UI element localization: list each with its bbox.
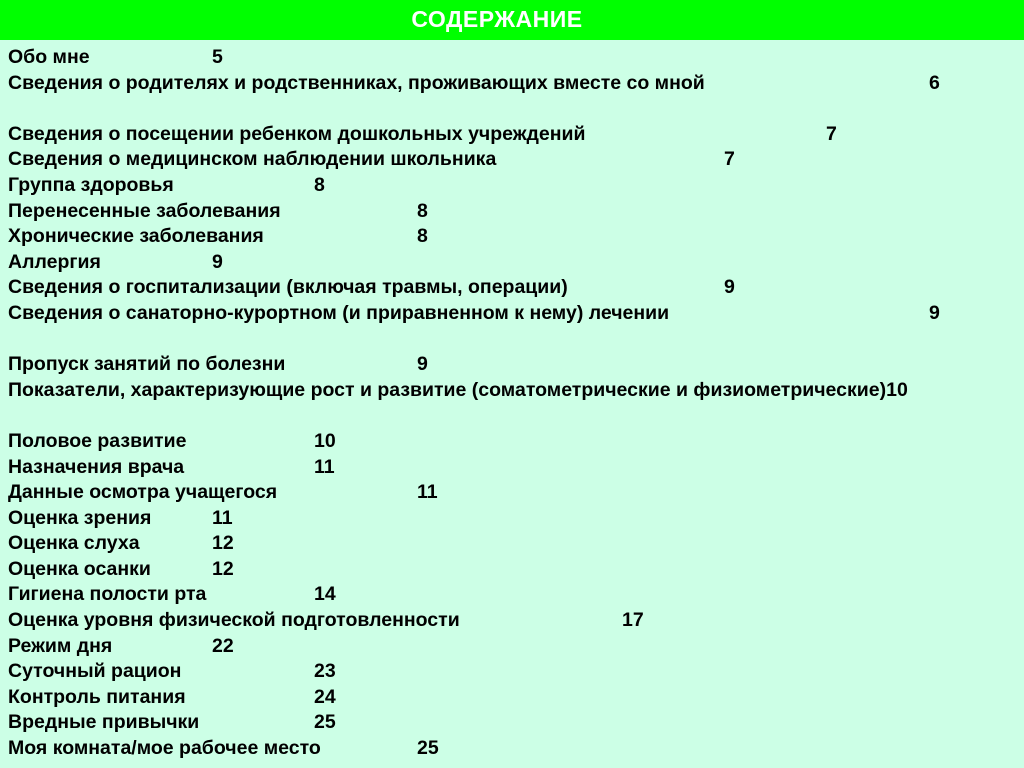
toc-entry-label: Моя комната/мое рабочее место [8, 737, 321, 760]
toc-entry-my-room [8, 736, 1018, 762]
toc-entry-label: Оценка осанки [8, 557, 151, 580]
toc-entry-label: Данные осмотра учащегося [8, 481, 278, 504]
toc-entry-posture [8, 557, 1018, 583]
toc-entry-page: 8 [417, 225, 428, 248]
toc-entry-page: 7 [826, 122, 837, 145]
toc-spacer [8, 327, 1018, 353]
toc-entry-label: Перенесенные заболевания [8, 199, 281, 222]
table-of-contents [8, 45, 1018, 762]
toc-entry-doctor-prescriptions [8, 455, 1018, 481]
page-title: СОДЕРЖАНИЕ [411, 5, 583, 32]
toc-entry-label: Вредные привычки [8, 711, 200, 734]
toc-entry-growth-indicators [8, 378, 1018, 429]
toc-entry-page: 9 [212, 250, 223, 273]
toc-entry-label: Сведения о родителях и родственниках, проживающих вместе со мной [8, 71, 705, 94]
toc-entry-page: 25 [417, 737, 439, 760]
toc-entry-health-group [8, 173, 1018, 199]
title-bar [0, 0, 1024, 40]
toc-entry-page: 24 [314, 685, 336, 708]
toc-entry-bad-habits [8, 710, 1018, 736]
toc-entry-label: Режим дня [8, 634, 113, 657]
toc-entry-label: Контроль питания [8, 685, 186, 708]
toc-entry-label: Пропуск занятий по болезни [8, 353, 286, 376]
toc-entry-label: Половое развитие [8, 429, 187, 452]
toc-entry-hospitalization [8, 275, 1018, 301]
toc-entry-sanatorium [8, 301, 1018, 327]
toc-entry-page: 9 [929, 301, 940, 324]
toc-entry-about-me [8, 45, 1018, 71]
toc-entry-label: Хронические заболевания [8, 225, 264, 248]
toc-entry-daily-routine [8, 634, 1018, 660]
toc-entry-missed-classes [8, 352, 1018, 378]
toc-entry-allergy [8, 250, 1018, 276]
toc-entry-page: 8 [417, 199, 428, 222]
toc-entry-label: Сведения о госпитализации (включая травмы, операции) [8, 276, 568, 299]
toc-entry-chronic-diseases [8, 224, 1018, 250]
toc-entry-physical-fitness [8, 608, 1018, 634]
toc-entry-preschool [8, 122, 1018, 148]
toc-entry-page: 12 [212, 532, 234, 555]
toc-entry-medical-observation [8, 147, 1018, 173]
toc-entry-vision [8, 506, 1018, 532]
toc-entry-label [8, 378, 908, 404]
toc-entry-page: 25 [314, 711, 336, 734]
toc-entry-page: 17 [622, 609, 644, 632]
toc-entry-page: 9 [417, 353, 428, 376]
toc-entry-page: 5 [212, 46, 223, 68]
toc-entry-label: Оценка уровня физической подготовленности [8, 609, 460, 632]
toc-entry-page: 22 [212, 634, 234, 657]
toc-spacer [8, 96, 1018, 122]
toc-entry-label: Суточный рацион [8, 660, 182, 683]
toc-entry-label: Оценка зрения [8, 506, 152, 529]
toc-entry-label: Группа здоровья [8, 173, 174, 196]
toc-entry-label: Обо мне [8, 46, 90, 68]
toc-entry-daily-diet [8, 659, 1018, 685]
toc-entry-label: Сведения о медицинском наблюдении школьника [8, 148, 497, 171]
toc-entry-label: Назначения врача [8, 455, 185, 478]
toc-entry-page: 23 [314, 660, 336, 683]
toc-entry-page: 7 [724, 148, 735, 171]
toc-entry-past-diseases [8, 199, 1018, 225]
toc-entry-page: 14 [314, 583, 336, 606]
toc-entry-page: 6 [929, 71, 940, 94]
toc-entry-page: 12 [212, 557, 234, 580]
toc-entry-label-text: Показатели, характеризующие рост и развитие (соматометрические и физиометрические) [8, 378, 887, 401]
toc-entry-hearing [8, 531, 1018, 557]
toc-entry-parents [8, 71, 1018, 97]
toc-entry-page: 11 [212, 506, 233, 529]
toc-entry-label: Гигиена полости рта [8, 583, 207, 606]
toc-entry-nutrition-control [8, 685, 1018, 711]
toc-entry-label: Сведения о санаторно-курортном (и приравненном к нему) лечении [8, 301, 670, 324]
toc-entry-label: Аллергия [8, 250, 101, 273]
toc-entry-label: Оценка слуха [8, 532, 140, 555]
toc-entry-oral-hygiene [8, 582, 1018, 608]
toc-entry-page: 11 [417, 481, 438, 504]
toc-entry-page: 9 [724, 276, 735, 299]
toc-entry-examination-data [8, 480, 1018, 506]
toc-entry-page: 8 [314, 173, 325, 196]
toc-entry-label: Сведения о посещении ребенком дошкольных учреждений [8, 122, 586, 145]
toc-entry-page: 10 [314, 429, 336, 452]
toc-entry-sexual-development [8, 429, 1018, 455]
toc-entry-page: 11 [314, 455, 335, 478]
toc-entry-page: 10 [886, 378, 908, 401]
